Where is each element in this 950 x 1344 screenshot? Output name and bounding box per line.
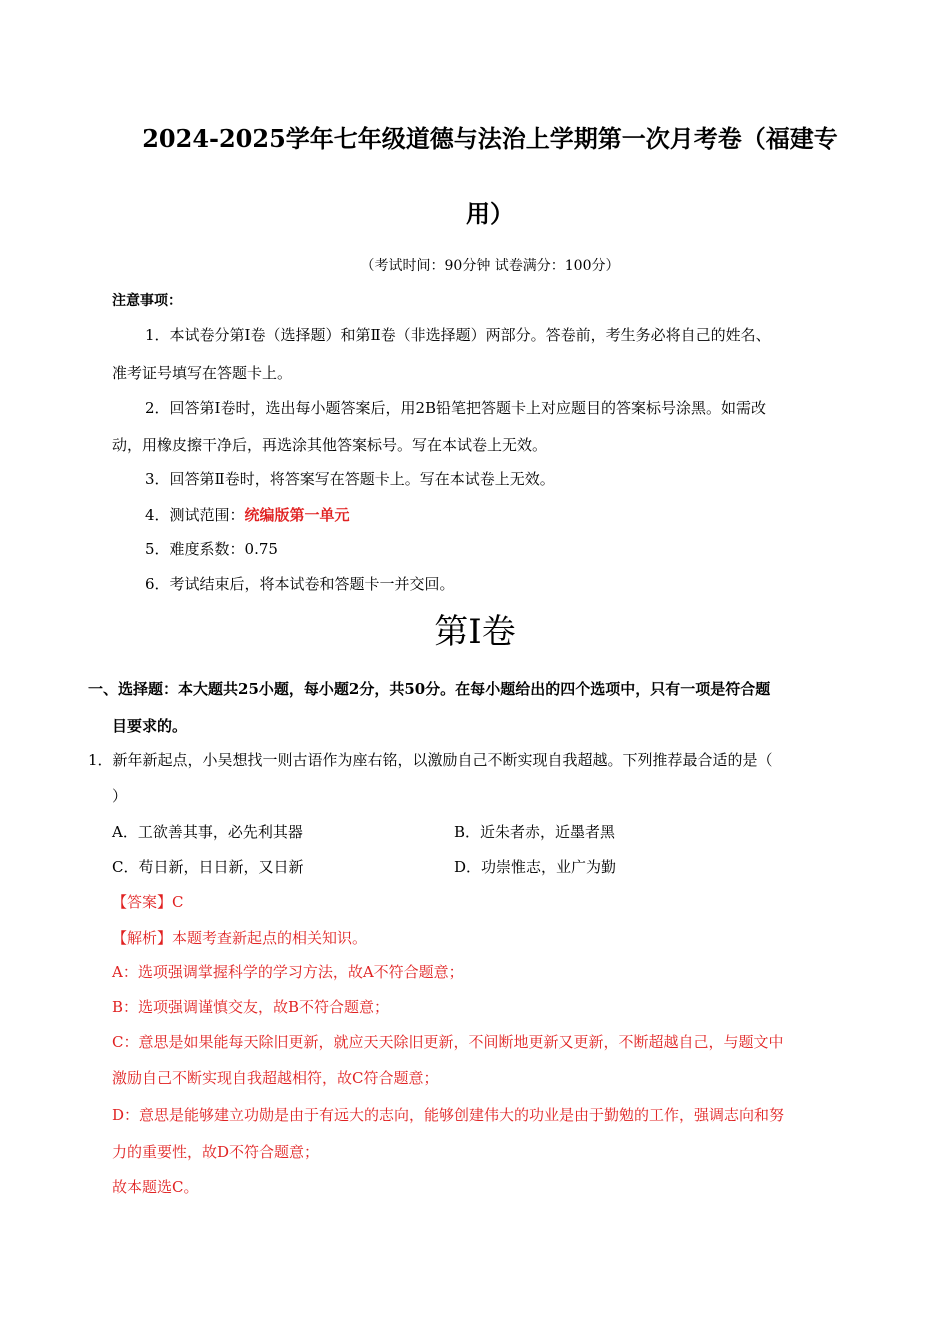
question-1-stem-a: 1．新年新起点，小吴想找一则古语作为座右铭，以激励自己不断实现自我超越。下列推荐最合适的是（ — [88, 751, 773, 769]
question-1-answer: 【答案】C — [112, 893, 184, 911]
notice-item-6: 6．考试结束后，将本试卷和答题卡一并交回。 — [145, 575, 455, 593]
notice-item-2a: 2．回答第Ⅰ卷时，选出每小题答案后，用2B铅笔把答题卡上对应题目的答案标号涂黑。如需改 — [145, 399, 767, 417]
question-1-analysis: 【解析】本题考查新起点的相关知识。 — [112, 929, 368, 947]
part1-heading-b: 目要求的。 — [112, 717, 188, 735]
explanation-a: A：选项强调掌握科学的学习方法，故A不符合题意； — [112, 963, 464, 981]
test-scope-value: 统编版第一单元 — [244, 506, 350, 524]
explanation-c-line2: 激励自己不断实现自我超越相符，故C符合题意； — [112, 1069, 439, 1087]
part1-heading-a: 一、选择题：本大题共25小题，每小题2分，共50分。在每小题给出的四个选项中，只有一项是符合题 — [88, 680, 771, 698]
notice-item-4 — [145, 504, 350, 526]
explanation-c-line1: C：意思是如果能每天除旧更新，就应天天除旧更新，不间断地更新又更新，不断超越自己，与题文中 — [112, 1033, 784, 1051]
notice-item-1a: 1．本试卷分第Ⅰ卷（选择题）和第Ⅱ卷（非选择题）两部分。答卷前，考生务必将自己的姓名、 — [145, 326, 771, 344]
notice-item-3: 3．回答第Ⅱ卷时，将答案写在答题卡上。写在本试卷上无效。 — [145, 470, 555, 488]
question-1-conclusion: 故本题选C。 — [112, 1178, 199, 1196]
explanation-b: B：选项强调谨慎交友，故B不符合题意； — [112, 998, 390, 1016]
notice-heading: 注意事项： — [112, 293, 182, 309]
question-1-option-b: B．近朱者赤，近墨者黑 — [454, 823, 616, 841]
question-1-option-c: C．苟日新，日日新，又日新 — [112, 858, 304, 876]
exam-title-line2: 用） — [466, 199, 514, 228]
notice-item-5: 5．难度系数：0.75 — [145, 540, 278, 558]
explanation-d-line2: 力的重要性，故D不符合题意； — [112, 1143, 320, 1161]
question-1-option-a: A．工欲善其事，必先利其器 — [112, 823, 303, 841]
notice-item-2b: 动，用橡皮擦干净后，再选涂其他答案标号。写在本试卷上无效。 — [112, 436, 548, 454]
section-title: 第Ⅰ卷 — [434, 612, 516, 652]
exam-subtitle: （考试时间：90分钟 试卷满分：100分） — [360, 258, 620, 274]
question-1-stem-b: ） — [112, 787, 128, 805]
notice-item-1b: 准考证号填写在答题卡上。 — [112, 364, 293, 382]
explanation-d-line1: D：意思是能够建立功勋是由于有远大的志向，能够创建伟大的功业是由于勤勉的工作，强调志向和努 — [112, 1106, 785, 1124]
exam-title-line1: 2024-2025学年七年级道德与法治上学期第一次月考卷（福建专 — [142, 124, 838, 153]
question-1-option-d: D．功崇惟志，业广为勤 — [454, 858, 617, 876]
notice-item-4-prefix: 4．测试范围： — [145, 506, 245, 524]
